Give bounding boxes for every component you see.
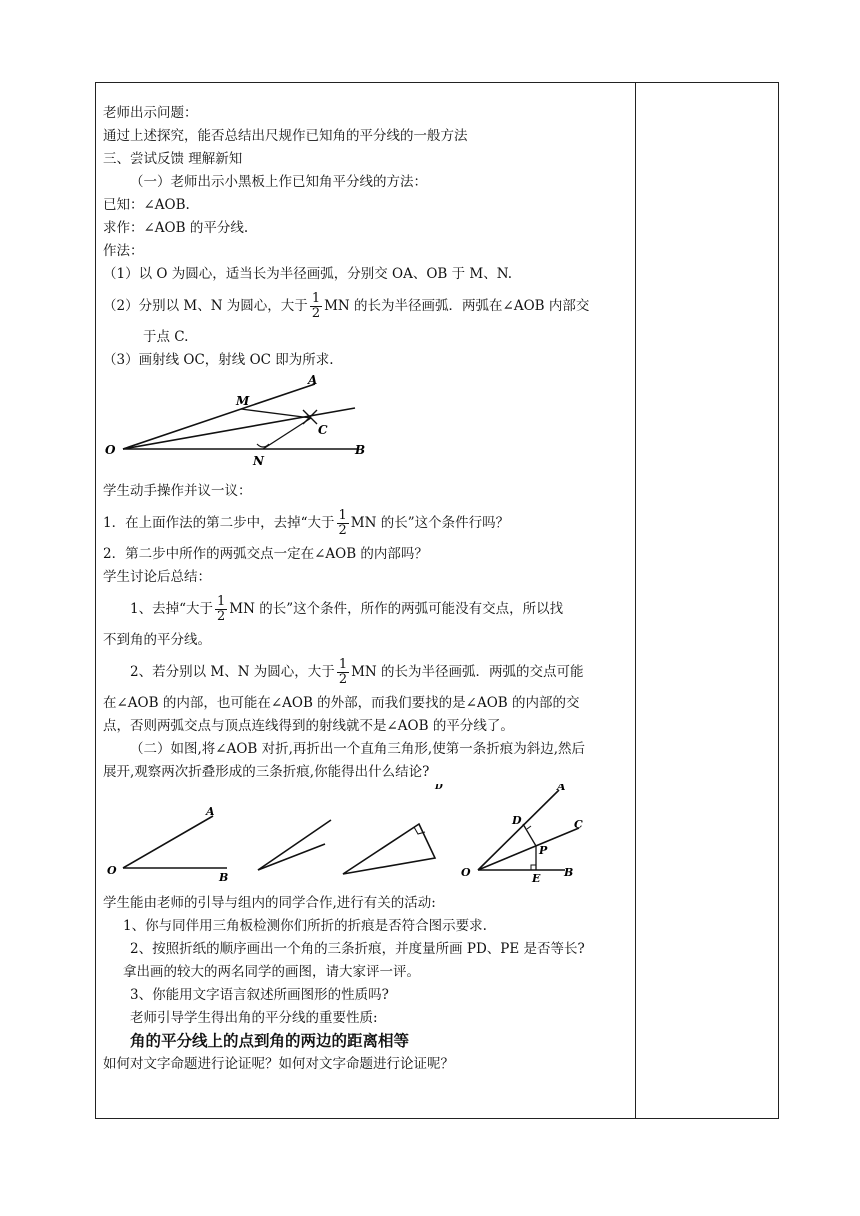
text-line: （1）以 O 为圆心，适当长为半径画弧，分别交 OA、OB 于 M、N. — [103, 266, 512, 282]
fraction-one-half — [310, 292, 322, 321]
section-heading: 三、尝试反馈 理解新知 — [103, 151, 243, 167]
text-line: 于点 C. — [143, 329, 189, 345]
text-part: （2）分别以 M、N 为圆心，大于 — [103, 298, 308, 314]
fraction-denominator: 2 — [338, 523, 347, 538]
fold-fig3-label-top: D — [435, 784, 443, 792]
text-line: 老师出示问题： — [103, 105, 198, 121]
text-line: 作法： — [103, 243, 144, 259]
fold-fig3-right-triangle — [343, 824, 435, 874]
ray-oa — [123, 384, 315, 449]
fold-fig4-ray-oa — [478, 790, 559, 870]
text-line-with-fraction — [103, 589, 631, 629]
text-part: MN 的长为半径画弧．两弧的交点可能 — [351, 664, 584, 680]
segment-mc — [241, 409, 311, 418]
text-line: 2．第二步中所作的两弧交点一定在∠AOB 的内部吗？ — [103, 546, 428, 562]
angle-bisector-construction-figure — [103, 372, 631, 472]
text-line-with-fraction — [103, 652, 631, 692]
text-line: （3）画射线 OC，射线 OC 即为所求. — [103, 352, 334, 368]
fold-fig4-right-angle-d — [527, 826, 531, 829]
text-line: 2、按照折纸的顺序画出一个角的三条折痕，并度量所画 PD、PE 是否等长? — [130, 941, 585, 957]
text-line: 展开,观察两次折叠形成的三条折痕,你能得出什么结论? — [103, 764, 430, 780]
fold-fig4-label-o: O — [461, 866, 471, 879]
text-part: MN 的长”这个条件，所作的两弧可能没有交点，所以找 — [229, 601, 564, 617]
fold-fig3-right-angle-mark — [414, 827, 425, 834]
text-part: MN 的长”这个条件行吗？ — [350, 515, 510, 531]
fold-fig4-label-d: D — [512, 814, 522, 827]
text-part: MN 的长为半径画弧．两弧在∠AOB 内部交 — [324, 298, 590, 314]
fold-fig2-upper — [258, 820, 331, 870]
text-line-with-fraction — [103, 503, 631, 543]
text-line: 通过上述探究，能否总结出尺规作已知角的平分线的一般方法 — [103, 128, 468, 144]
text-line: 学生能由老师的引导与组内的同学合作,进行有关的活动: — [103, 895, 436, 911]
fold-fig1-label-a: A — [206, 805, 215, 818]
fold-fig4-label-b: B — [564, 866, 574, 879]
text-line: 拿出画的较大的两名同学的画图，请大家评一评。 — [123, 964, 420, 980]
fraction-numerator: 1 — [338, 508, 347, 523]
paper-folding-figures — [103, 784, 631, 884]
label-a: A — [308, 373, 318, 387]
fold-fig4-label-c: C — [574, 818, 583, 831]
text-line: 点，否则两弧交点与顶点连线得到的射线就不是∠AOB 的平分线了。 — [103, 718, 514, 734]
fold-fig1-label-b: B — [219, 871, 229, 884]
fraction-denominator: 2 — [338, 672, 348, 687]
text-line: 在∠AOB 的内部，也可能在∠AOB 的外部，而我们要找的是∠AOB 的内部的交 — [103, 695, 580, 711]
fraction-denominator: 2 — [217, 609, 226, 624]
text-part: 2、若分别以 M、N 为圆心，大于 — [130, 664, 335, 680]
text-line: 老师引导学生得出角的平分线的重要性质: — [130, 1010, 378, 1026]
text-line: 不到角的平分线。 — [103, 632, 211, 648]
label-m: M — [236, 394, 250, 408]
fraction-numerator: 1 — [217, 594, 226, 609]
text-line: （二）如图,将∠AOB 对折,再折出一个直角三角形,使第一条折痕为斜边,然后 — [130, 741, 586, 757]
fold-fig1-ray-oa — [123, 816, 213, 868]
fold-fig4-label-a: A — [557, 784, 566, 793]
text-line: （一）老师出示小黑板上作已知角平分线的方法： — [130, 174, 427, 190]
fold-fig4-label-p: P — [539, 844, 548, 857]
fraction-numerator: 1 — [338, 657, 348, 672]
text-line: 如何对文字命题进行论证呢？如何对文字命题进行论证呢？ — [103, 1056, 454, 1072]
label-c: C — [318, 423, 328, 437]
fraction-numerator: 1 — [311, 291, 321, 306]
label-b: B — [355, 443, 366, 457]
text-line: 1、你与同伴用三角板检测你们所折的折痕是否符合图示要求. — [123, 918, 487, 934]
fraction-one-half — [337, 509, 349, 538]
text-line-with-fraction — [103, 286, 631, 326]
text-line: 求作：∠AOB 的平分线. — [103, 220, 249, 236]
lesson-content — [103, 102, 631, 1076]
text-line: 已知：∠AOB. — [103, 197, 190, 213]
text-line: 学生动手操作并议一议： — [103, 483, 252, 499]
fraction-denominator: 2 — [311, 306, 321, 321]
text-part: 1．在上面作法的第二步中，去掉“大于 — [103, 515, 335, 531]
fraction-one-half — [215, 595, 227, 624]
fraction-one-half — [337, 658, 349, 687]
theorem-statement: 角的平分线上的点到角的两边的距离相等 — [130, 1032, 410, 1050]
text-line: 3、你能用文字语言叙述所画图形的性质吗? — [130, 987, 389, 1003]
label-n: N — [253, 454, 264, 468]
fold-fig1-label-o: O — [107, 864, 117, 877]
text-part: 1、去掉“大于 — [130, 601, 213, 617]
fold-fig4-label-e: E — [532, 872, 541, 884]
label-o: O — [105, 443, 116, 457]
text-line: 学生讨论后总结： — [103, 569, 211, 585]
column-divider — [635, 82, 636, 1119]
